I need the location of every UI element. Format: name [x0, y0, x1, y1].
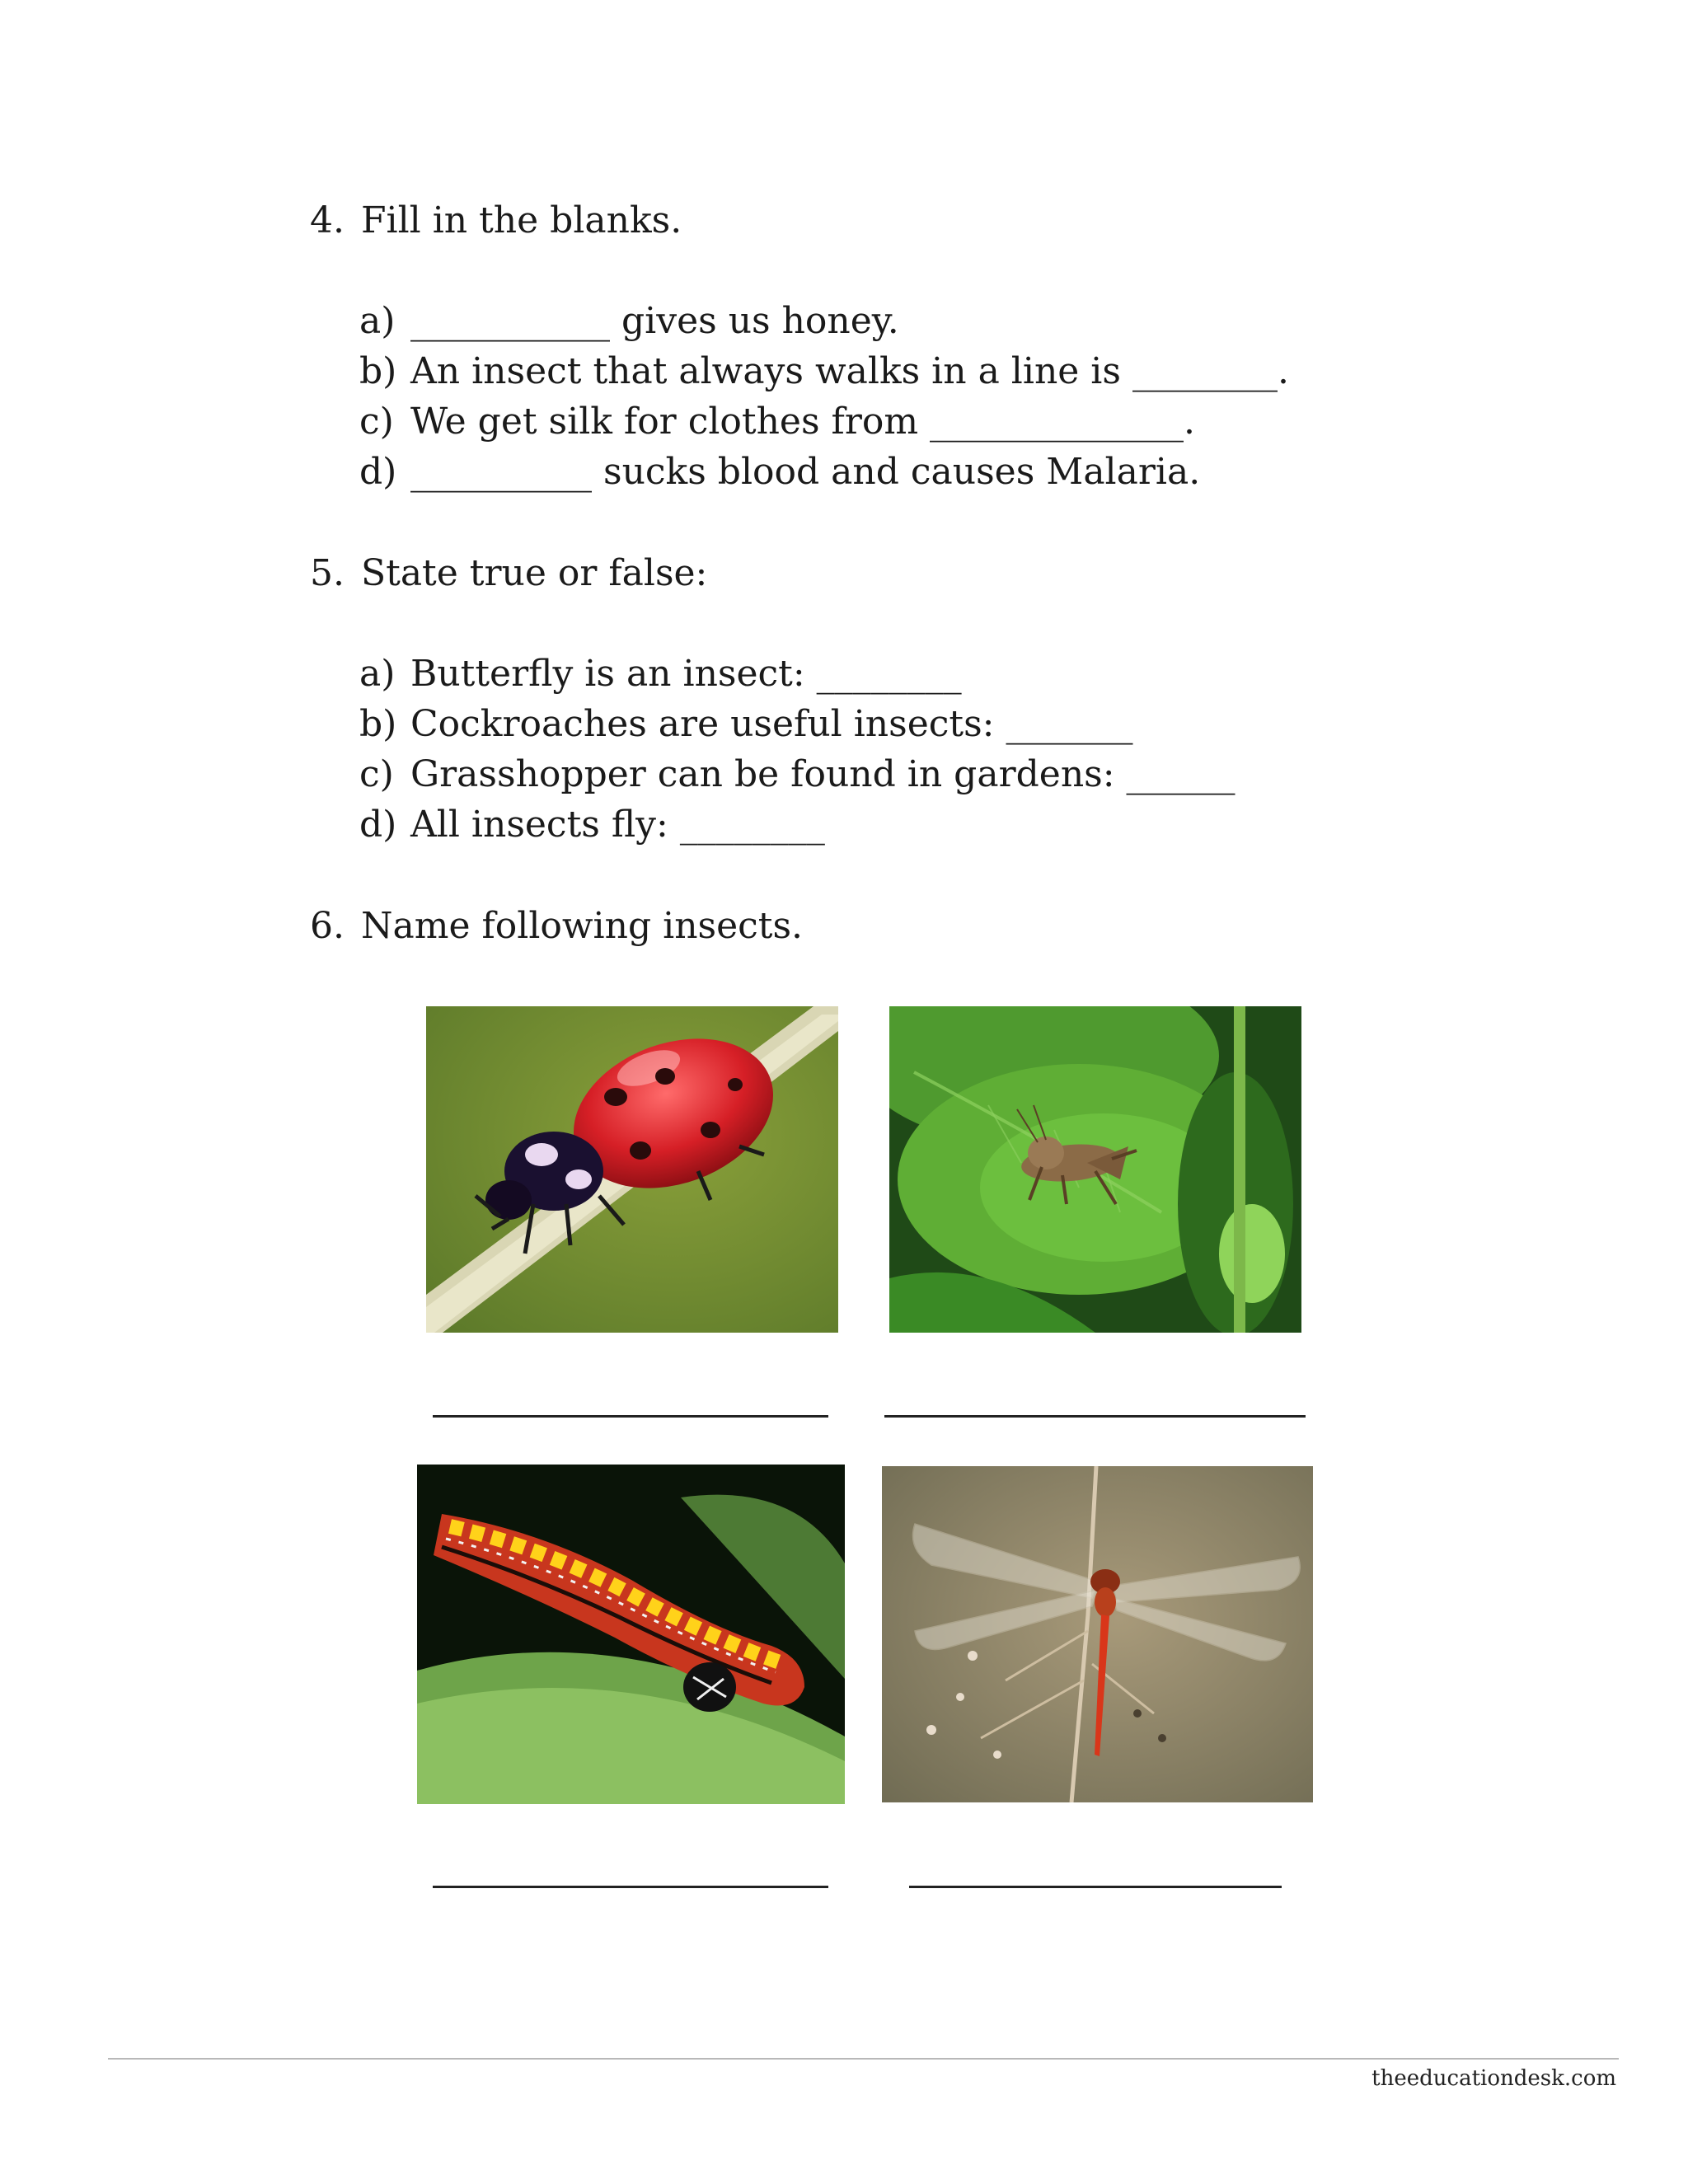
item-label: d)	[359, 451, 397, 493]
item-label: c)	[359, 401, 394, 443]
item-label: a)	[359, 653, 396, 695]
question-number: 4.	[310, 199, 345, 241]
item-text: An insect that always walks in a line is ________.	[410, 350, 1289, 392]
question-6-title	[310, 903, 803, 949]
answer-line	[433, 1415, 828, 1418]
q5-item-a	[359, 651, 962, 697]
dragonfly-photo	[882, 1466, 1313, 1802]
footer-site-link[interactable]: theeducationdesk.com	[1372, 2066, 1616, 2091]
grasshopper-photo	[889, 1006, 1301, 1333]
question-text: State true or false:	[361, 552, 708, 594]
item-text: All insects fly: ________	[410, 804, 825, 846]
item-label: d)	[359, 804, 397, 846]
q4-item-d	[359, 449, 1200, 495]
item-text: Butterfly is an insect: ________	[410, 653, 962, 695]
item-label: b)	[359, 350, 397, 392]
q5-item-b	[359, 701, 1132, 748]
item-label: b)	[359, 703, 397, 745]
question-5-title	[310, 551, 707, 597]
footer-divider	[108, 2058, 1619, 2060]
item-text: Grasshopper can be found in gardens: ______	[410, 753, 1236, 795]
item-label: a)	[359, 300, 396, 342]
question-number: 5.	[310, 552, 345, 594]
q4-item-c	[359, 399, 1195, 445]
question-number: 6.	[310, 905, 345, 947]
question-text: Name following insects.	[361, 905, 804, 947]
q4-item-a	[359, 298, 899, 344]
q5-item-d	[359, 802, 825, 848]
q5-item-c	[359, 752, 1236, 798]
answer-line	[909, 1886, 1282, 1888]
question-text: Fill in the blanks.	[361, 199, 682, 241]
item-text: __________ sucks blood and causes Malaria.	[410, 451, 1201, 493]
item-text: We get silk for clothes from ______________.	[410, 401, 1196, 443]
question-4-title	[310, 198, 682, 244]
item-text: ___________ gives us honey.	[410, 300, 899, 342]
item-label: c)	[359, 753, 394, 795]
ladybug-photo	[426, 1006, 838, 1333]
answer-line	[884, 1415, 1306, 1418]
caterpillar-photo	[417, 1465, 845, 1804]
item-text: Cockroaches are useful insects: _______	[410, 703, 1133, 745]
q4-item-b	[359, 349, 1289, 395]
answer-line	[433, 1886, 828, 1888]
